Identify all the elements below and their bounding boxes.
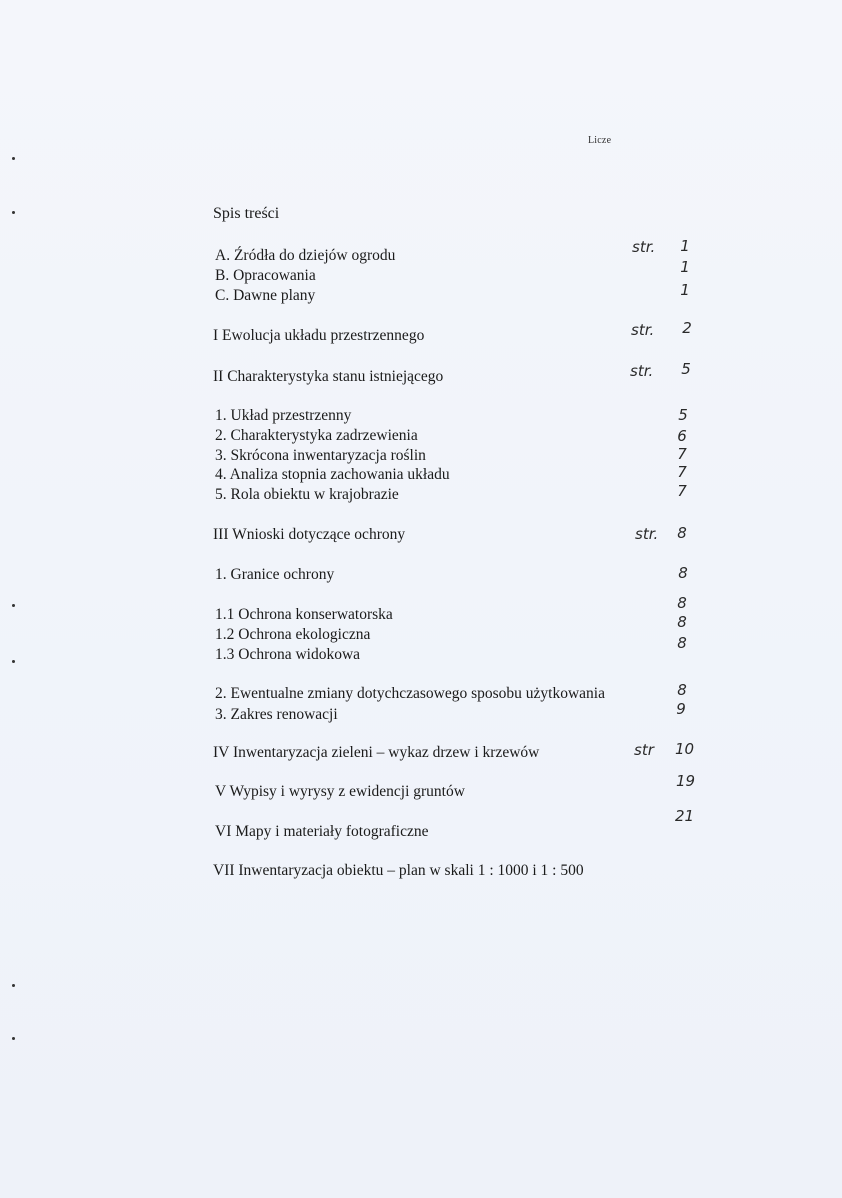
toc-title: Spis treści <box>213 205 280 222</box>
page-number-i: 2 <box>682 319 692 337</box>
toc-entry-ii-2: 2. Charakterystyka zadrzewienia <box>215 427 418 444</box>
toc-entry-iv: IV Inwentaryzacja zieleni – wykaz drzew i krzewów <box>213 744 540 761</box>
scan-speck <box>12 1037 15 1040</box>
header-note: Licze <box>588 135 612 146</box>
toc-entry-iii: III Wnioski dotyczące ochrony <box>213 526 406 543</box>
toc-entry-ii-4: 4. Analiza stopnia zachowania układu <box>215 466 450 483</box>
page-number-ii-4: 7 <box>677 463 687 481</box>
toc-entry-iii-1-2: 1.2 Ochrona ekologiczna <box>215 626 371 643</box>
page-number-iii-1-2: 8 <box>677 613 687 631</box>
page-number-v: 19 <box>676 772 696 790</box>
page-number-a: 1 <box>680 237 690 255</box>
toc-entry-ii-5: 5. Rola obiektu w krajobrazie <box>215 486 399 503</box>
page-abbrev-a: str. <box>632 238 656 256</box>
toc-entry-b: B. Opracowania <box>215 267 316 284</box>
toc-entry-iii-1-3: 1.3 Ochrona widokowa <box>215 646 361 663</box>
scan-speck <box>12 157 15 160</box>
toc-entry-ii-1: 1. Układ przestrzenny <box>215 407 352 424</box>
toc-entry-ii: II Charakterystyka stanu istniejącego <box>213 368 444 385</box>
scan-speck <box>12 604 15 607</box>
page-number-c: 1 <box>680 281 690 299</box>
toc-entry-iii-1-1: 1.1 Ochrona konserwatorska <box>215 606 393 623</box>
toc-entry-vii: VII Inwentaryzacja obiektu – plan w skali 1 : 1000 i 1 : 500 <box>213 862 584 879</box>
page-number-iii-3: 9 <box>676 700 686 718</box>
page-number-iii: 8 <box>677 524 687 542</box>
page-number-iii-1: 8 <box>678 564 688 582</box>
page-number-iv: 10 <box>675 740 695 758</box>
page-number-ii-2: 6 <box>677 427 687 445</box>
page-number-iii-2: 8 <box>677 681 687 699</box>
page-number-b: 1 <box>680 258 690 276</box>
page-abbrev-i: str. <box>631 321 655 339</box>
toc-entry-iii-3: 3. Zakres renowacji <box>215 706 338 723</box>
toc-entry-i: I Ewolucja układu przestrzennego <box>213 327 425 344</box>
page-number-ii-5: 7 <box>677 482 687 500</box>
page-number-ii-3: 7 <box>677 445 687 463</box>
toc-entry-ii-3: 3. Skrócona inwentaryzacja roślin <box>215 447 426 464</box>
page-abbrev-ii: str. <box>630 362 654 380</box>
toc-entry-c: C. Dawne plany <box>215 287 316 304</box>
scan-speck <box>12 984 15 987</box>
scan-speck <box>12 211 15 214</box>
page-abbrev-iv: str <box>634 741 654 759</box>
toc-entry-iii-2: 2. Ewentualne zmiany dotychczasowego sposobu użytkowania <box>215 685 605 702</box>
toc-entry-iii-1: 1. Granice ochrony <box>215 566 335 583</box>
page-number-iii-1-3: 8 <box>677 634 687 652</box>
toc-entry-vi: VI Mapy i materiały fotograficzne <box>215 823 429 840</box>
page-number-vi: 21 <box>675 807 695 825</box>
toc-entry-v: V Wypisy i wyrysy z ewidencji gruntów <box>215 783 465 800</box>
page-abbrev-iii: str. <box>635 525 659 543</box>
toc-entry-a: A. Źródła do dziejów ogrodu <box>215 247 396 264</box>
scan-speck <box>12 660 15 663</box>
page-number-ii-1: 5 <box>678 406 688 424</box>
page-number-ii: 5 <box>681 360 691 378</box>
page-number-iii-1-1: 8 <box>677 594 687 612</box>
